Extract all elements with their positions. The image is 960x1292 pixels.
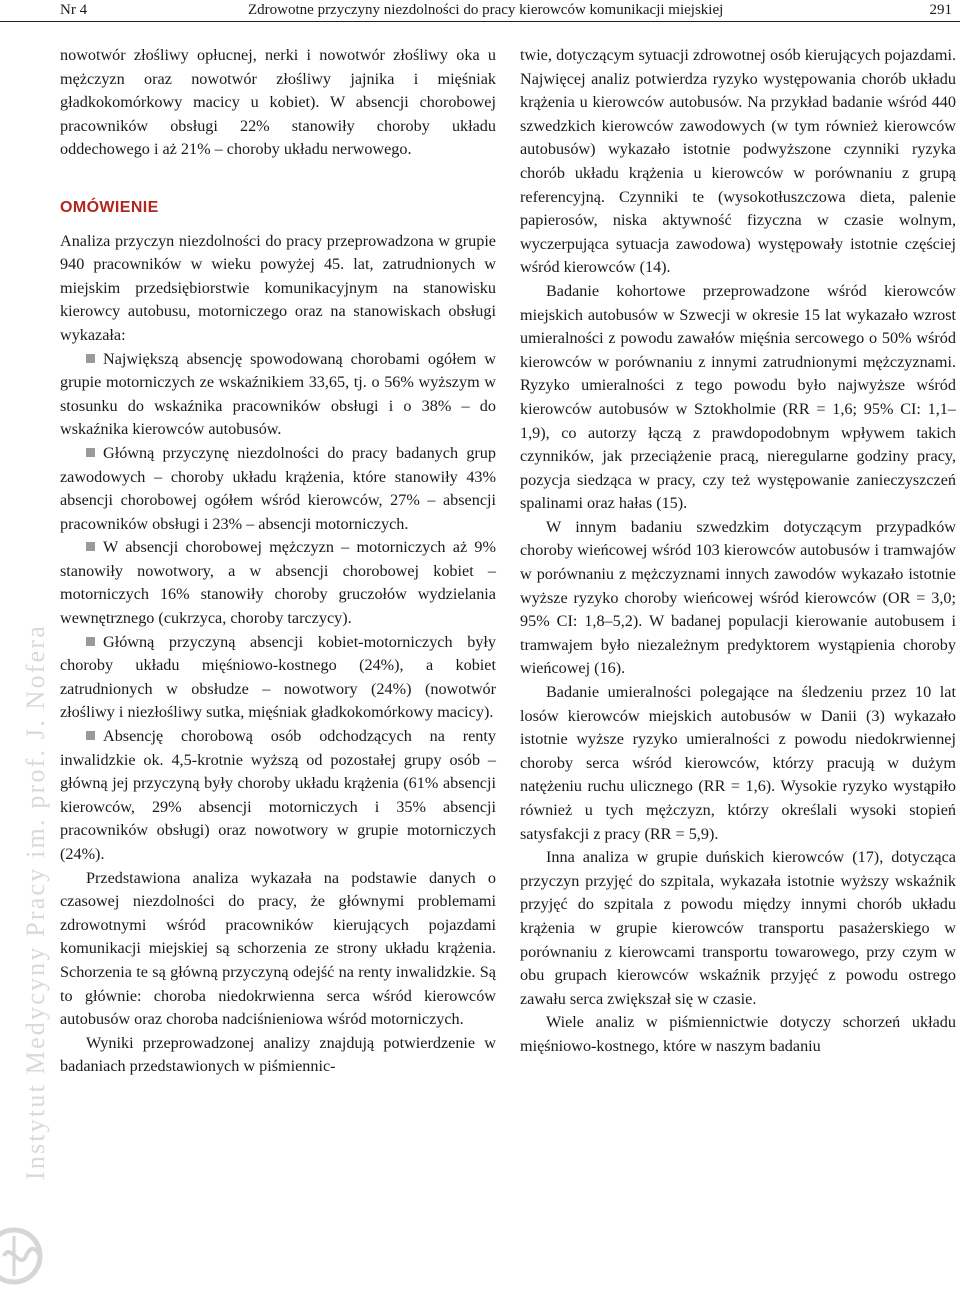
imp-logo-icon	[0, 1212, 44, 1290]
square-bullet-icon	[86, 731, 95, 740]
paragraph: Wiele analiz w piśmiennictwie dotyczy schorzeń układu mięśniowo-kostnego, które w naszym badaniu	[520, 1013, 956, 1055]
issue-number: Nr 4	[60, 2, 88, 18]
running-header	[0, 0, 960, 22]
paragraph: Przedstawiona analiza wykazała na podstawie danych o czasowej niezdolności do pracy, że głównymi problemami zdrowotnymi wśród pracowników kierujących pojazdami komunikacji miejskiej są schorzenia ze strony układu krążenia. Schorzenia te są główną przyczyną odejść na renty inwalidzkie. Są to głównie: choroba niedokrwienna serca wśród kierowców autobusów oraz choroba nadciśnieniowa wśród motorniczych.	[60, 868, 496, 1029]
paragraph: nowotwór złośliwy opłucnej, nerki i nowotwór złośliwy oka u mężczyzn oraz nowotwór złośliwy jajnika i mięśniak gładkokomórkowy macicy u kobiet). W absencji chorobowej pracowników obsługi 22% stanowiły choroby układu oddechowego i aż 21% – choroby układu nerwowego.	[60, 46, 496, 159]
bullet-item	[60, 631, 496, 725]
right-column	[520, 44, 956, 1059]
bullet-text: Największą absencję spowodowaną chorobami ogółem w grupie motorniczych ze wskaźnikiem 33,65, tj. o 56% wyższym w stosunku do wskaźnika pracowników obsługi i o 38% – do wskaźnika kierowców autobusów.	[60, 349, 496, 439]
bullet-item	[60, 725, 496, 867]
bullet-item	[60, 348, 496, 442]
bullet-text: Główną przyczyną absencji kobiet-motorniczych były choroby układu mięśniowo-kostnego (24%), a kobiet zatrudnionych w obsłudze – nowotwory (24%) (nowotwór złośliwy i niezłośliwy sutka, mięśniak gładkokomórkowy macicy).	[60, 632, 496, 722]
section-heading: OMÓWIENIE	[60, 198, 159, 216]
paragraph: Badanie umieralności polegające na śledzeniu przez 10 lat losów kierowców miejskich autobusów w Danii (3) wykazało istotnie wyższe ryzyko umieralności z powodu niedokrwiennej choroby serca wśród kierowców, którzy pracują w dużym natężeniu ruchu ulicznego (RR = 1,6). Wysokie ryzyko wystąpiło również u tych mężczyzn, którzy określali wysoki stopień satysfakcji z pracy (RR = 5,9).	[520, 683, 956, 843]
bullet-text: Główną przyczynę niezdolności do pracy badanych grup zawodowych – choroby układu krążenia, które stanowiły 43% absencji chorobowej ogółem wśród kierowców, 27% – absencji pracowników obsługi i 23% – absencji motorniczych.	[60, 443, 496, 533]
institute-watermark: Instytut Medycyny Pracy im. prof. J. Nofera	[21, 624, 50, 1180]
paragraph: Badanie kohortowe przeprowadzone wśród kierowców miejskich autobusów w Szwecji w okresie 15 lat wykazało wzrost umieralności z powodu zawałów mięśnia sercowego o 50% wśród kierowców w porównaniu z innymi zatrudnionymi mężczyznami. Ryzyko umieralności z tego powodu było najwyższe wśród kierowców autobusów w Sztokholmie (RR = 1,6; 95% CI: 1,1–1,9), co autorzy łączą z prawdopodobnym wpływem takich czynników, jak przeciążenie pracą, nieregularne godziny pracy, pozycja siedząca w pracy, czy też występowanie zanieczyszczeń spalinami oraz hałas (15).	[520, 281, 956, 513]
bullet-item	[60, 442, 496, 536]
bullet-text: Absencję chorobową osób odchodzących na renty inwalidzkie ok. 4,5-krotnie wyższą od pozostałej grupy osób – główną jej przyczyną były choroby układu krążenia (61% absencji kierowców, 29% absencji motorniczych i 35% absencji pracowników obsługi) oraz nowotwory w grupie motorniczych (24%).	[60, 727, 496, 863]
square-bullet-icon	[86, 542, 95, 551]
paragraph: twie, dotyczącym sytuacji zdrowotnej osób kierujących pojazdami. Najwięcej analiz potwierdza ryzyko występowania chorób układu krążenia u kierowców autobusów. Na przykład badanie wśród 440 szwedzkich kierowców zawodowych (w tym również kierowców autobusów) wykazało istotnie podwyższone czynniki ryzyka chorób układu krążenia u kierowców w porównaniu z grupą referencyjną. Czynniki te (wysokotłuszczowa dieta, palenie papierosów, niska aktywność fizyczna w czasie wolnym, wyczerpująca sytuacja zawodowa) występowały istotnie częściej wśród kierowców (14).	[520, 46, 956, 277]
header-rule	[0, 21, 960, 22]
bullet-item	[60, 536, 496, 630]
running-title: Zdrowotne przyczyny niezdolności do pracy kierowców komunikacji miejskiej	[248, 2, 724, 18]
page-number: 291	[929, 2, 952, 18]
square-bullet-icon	[86, 637, 95, 646]
bullet-text: W absencji chorobowej mężczyzn – motorniczych aż 9% stanowiły nowotwory, a w absencji chorobowej kobiet – motorniczych 16% stanowiły choroby gruczołów wydzielania wewnętrznego (cukrzyca, choroby tarczycy).	[60, 538, 496, 628]
left-column	[60, 44, 496, 1079]
paragraph: Wyniki przeprowadzonej analizy znajdują potwierdzenie w badaniach przedstawionych w piśmiennic-	[60, 1033, 496, 1076]
paragraph: Inna analiza w grupie duńskich kierowców (17), dotycząca przyczyn przyjęć do szpitala, wykazała istotnie wyższy wskaźnik przyjęć do szpitala z powodu między innymi chorób układu krążenia w grupie kierowców transportu pasażerskiego w porównaniu z kierowcami transportu towarowego, przy czym w obu grupach kierowców wskaźnik przyjęć z powodu ostrego zawału serca zwiększał się w czasie.	[520, 848, 956, 1008]
square-bullet-icon	[86, 354, 95, 363]
square-bullet-icon	[86, 448, 95, 457]
paragraph: Analiza przyczyn niezdolności do pracy przeprowadzona w grupie 940 pracowników w wieku powyżej 45. lat, zatrudnionych w miejskim przedsiębiorstwie komunikacyjnym na stanowisku kierowcy autobusu, motorniczego oraz na stanowiskach obsługi wykazała:	[60, 231, 496, 344]
paragraph: W innym badaniu szwedzkim dotyczącym przypadków choroby wieńcowej wśród 103 kierowców autobusów i tramwajów w porównaniu z mężczyznami innych zawodów wykazało istotnie wyższe ryzyko choroby wieńcowej wśród kierowców (OR = 3,0; 95% CI: 1,8–5,2). W badanej populacji kierowanie autobusem i tramwajem było niezależnym predyktorem wystąpienia choroby wieńcowej (16).	[520, 517, 956, 678]
